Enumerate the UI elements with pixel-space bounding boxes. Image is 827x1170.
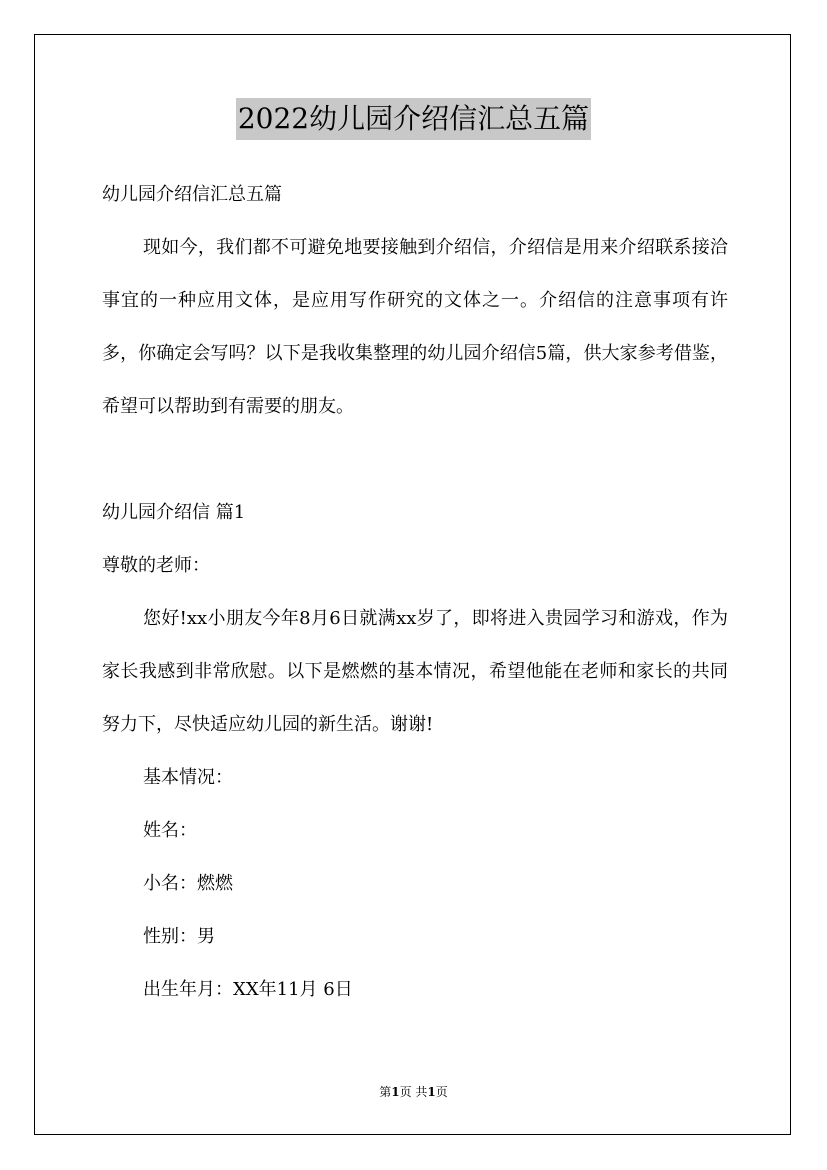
basic-info-label: 基本情况： <box>143 767 233 788</box>
section-heading: 幼儿园介绍信 篇1 <box>102 502 246 523</box>
document-body <box>102 168 728 1016</box>
gender-field: 性别：男 <box>143 926 215 947</box>
footer-page-total: 1 <box>427 1085 436 1099</box>
footer-prefix: 第 <box>379 1085 392 1099</box>
document-title: 2022幼儿园介绍信汇总五篇 <box>236 98 591 140</box>
page-footer <box>0 1084 827 1100</box>
nickname-field: 小名：燃燃 <box>143 873 233 894</box>
title-container <box>0 98 827 140</box>
letter-body: 您好!xx小朋友今年8月6日就满xx岁了，即将进入贵园学习和游戏，作为家长我感到非常欣慰。以下是燃燃的基本情况，希望他能在老师和家长的共同努力下，尽快适应幼儿园的新生活。谢谢! <box>102 608 728 735</box>
footer-suffix: 页 <box>435 1085 448 1099</box>
footer-mid: 页 共 <box>399 1085 428 1099</box>
blank-line <box>102 433 728 486</box>
intro-paragraph: 现如今，我们都不可避免地要接触到介绍信，介绍信是用来介绍联系接洽事宜的一种应用文体，是应用写作研究的文体之一。介绍信的注意事项有许多，你确定会写吗？以下是我收集整理的幼儿园介绍信5篇，供大家参考借鉴，希望可以帮助到有需要的朋友。 <box>102 237 728 417</box>
salutation: 尊敬的老师： <box>102 555 210 576</box>
document-subtitle: 幼儿园介绍信汇总五篇 <box>102 184 282 205</box>
footer-page-current: 1 <box>391 1085 400 1099</box>
name-field: 姓名： <box>143 820 197 841</box>
birth-field: 出生年月：XX年11月 6日 <box>143 979 353 1000</box>
